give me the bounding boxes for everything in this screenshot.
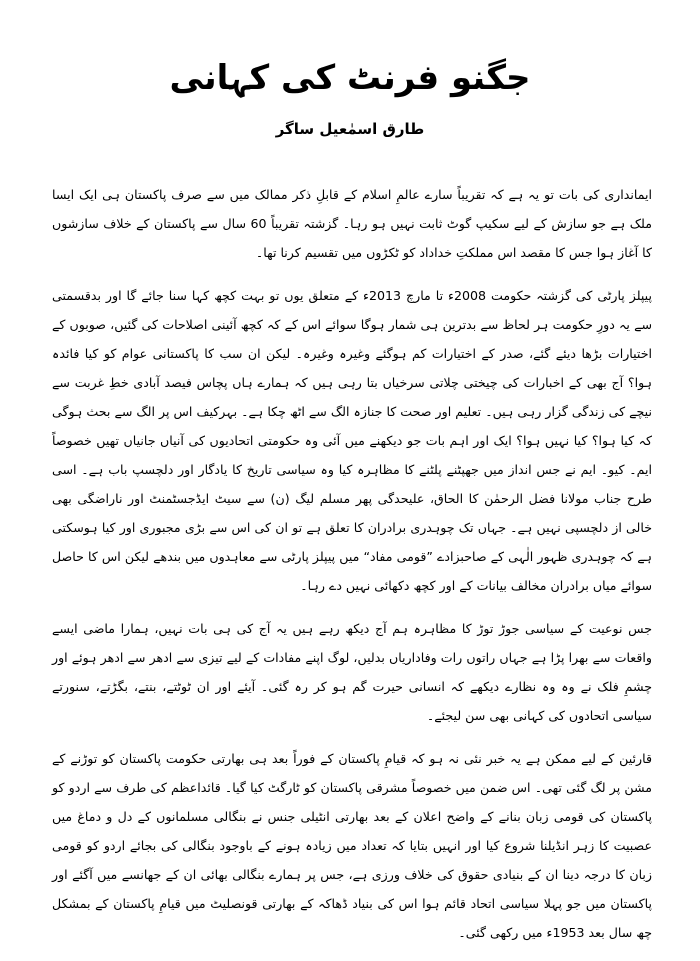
paragraph-2: پیپلز پارٹی کی گزشتہ حکومت 2008ء تا مارچ 2013ء کے متعلق یوں تو بہت کچھ کہا سنا جائے گا اور بدقسمتی سے یہ دورِ حکومت ہر لحاظ سے بدترین ہی شمار ہوگا سوائے اس کے کہ کچھ آئینی اصلاحات کی گئیں، صوبوں کے اختیارات بڑھا دیئے گئے، صدر کے اختیارات کم ہوگئے وغیرہ وغیرہ۔ لیکن ان سب کا پاکستانی عوام کو کیا فائدہ ہوا؟ آج بھی کے اخبارات کی چیختی چلاتی سرخیاں بتا رہی ہیں کہ ہمارے ہاں پچاس فیصد آبادی خطِ غربت سے نیچے کی زندگی گزار رہی ہیں۔ تعلیم اور صحت کا جنازہ الگ سے اٹھ چکا ہے۔ بہرکیف اس پر الگ سے بحث ہوگی کہ کیا ہوا؟ کیا نہیں ہوا؟ ایک اور اہم بات جو دیکھنے میں آئی وہ حکومتی اتحادیوں کی آنیاں جانیاں تھیں خصوصاً ایم۔ کیو۔ ایم نے جس انداز میں جھپٹنے پلٹنے کا مظاہرہ کیا وہ سیاسی تاریخ کا یادگار اور دلچسپ باب ہے۔ اسی طرح جناب مولانا فضل الرحمٰن کا الحاق، علیحدگی پھر مسلم لیگ (ن) سے سیٹ ایڈجسٹمنٹ اور ناراضگی بھی خالی از دلچسپی نہیں ہے۔ جہاں تک چوہدری برادران کا تعلق ہے تو ان کی اس سے بڑی مجبوری اور کیا ہوسکتی ہے کہ چوہدری ظہور الٰہی کے صاحبزادے ”قومی مفاد“ میں پیپلز پارٹی سے معاہدوں میں بندھے لیکن اس کا حاصل سوائے میاں برادران مخالف بیانات کے اور کچھ دکھائی نہیں دے رہا۔: [52, 288, 652, 593]
paragraph-4: قارئین کے لیے ممکن ہے یہ خبر نئی نہ ہو کہ قیامِ پاکستان کے فوراً بعد ہی بھارتی حکومت پاکستان کو توڑنے کے مشن پر لگ گئی تھی۔ اس ضمن میں خصوصاً مشرقی پاکستان کو ٹارگٹ کیا گیا۔ قائداعظم کی طرف سے اردو کو پاکستان کی قومی زبان بنانے کے واضح اعلان کے بعد بھارتی انٹیلی جنس نے بنگالی مسلمانوں کے دل و دماغ میں عصبیت کا زہر انڈیلنا شروع کیا اور انہیں بتایا کہ تعداد میں زیادہ ہونے کے باوجود بنگالی کی بجائے اردو کو قومی زبان کا درجہ دینا ان کے بنیادی حقوق کی خلاف ورزی ہے، جس پر ہمارے بنگالی بھائی ان کے جھانسے میں آگئے اور پاکستان میں جو پہلا سیاسی اتحاد قائم ہوا اس کی بنیاد ڈھاکہ کے بھارتی قونصلیٹ میں قیامِ پاکستان کے بمشکل چھ سال بعد 1953ء میں رکھی گئی۔: [52, 751, 652, 940]
paragraph-3: جس نوعیت کے سیاسی جوڑ توڑ کا مظاہرہ ہم آج دیکھ رہے ہیں یہ آج کی ہی بات نہیں، ہمارا ماضی ایسے واقعات سے بھرا پڑا ہے جہاں راتوں رات وفاداریاں بدلیں، لوگ اپنے مفادات کے لیے تیزی سے ادھر سے ادھر ہوئے اور چشمِ فلک نے وہ وہ نظارے دیکھے کہ انسانی حیرت گم ہو کر رہ گئی۔ آیئے اور ان ٹوٹتے، بنتے، بگڑتے، سنورتے سیاسی اتحادوں کی کہانی بھی سن لیجئے۔: [52, 621, 652, 723]
article-body: [52, 180, 652, 961]
author-name: طارق اسمٰعیل ساگر: [275, 120, 425, 138]
article-title: جگنو فرنٹ کی کہانی: [169, 58, 531, 98]
paragraph-1: ایمانداری کی بات تو یہ ہے کہ تقریباً سارے عالمِ اسلام کے قابلِ ذکر ممالک میں سے صرف پاکستان ہی ایک ایسا ملک ہے جو سازش کے لیے سکیپ گوٹ ثابت نہیں ہو رہا۔ گزشتہ تقریباً 60 سال سے پاکستان کے خلاف سازشوں کا آغاز ہوا جس کا مقصد اس مملکتِ خداداد کو ٹکڑوں میں تقسیم کرنا تھا۔: [52, 187, 652, 260]
